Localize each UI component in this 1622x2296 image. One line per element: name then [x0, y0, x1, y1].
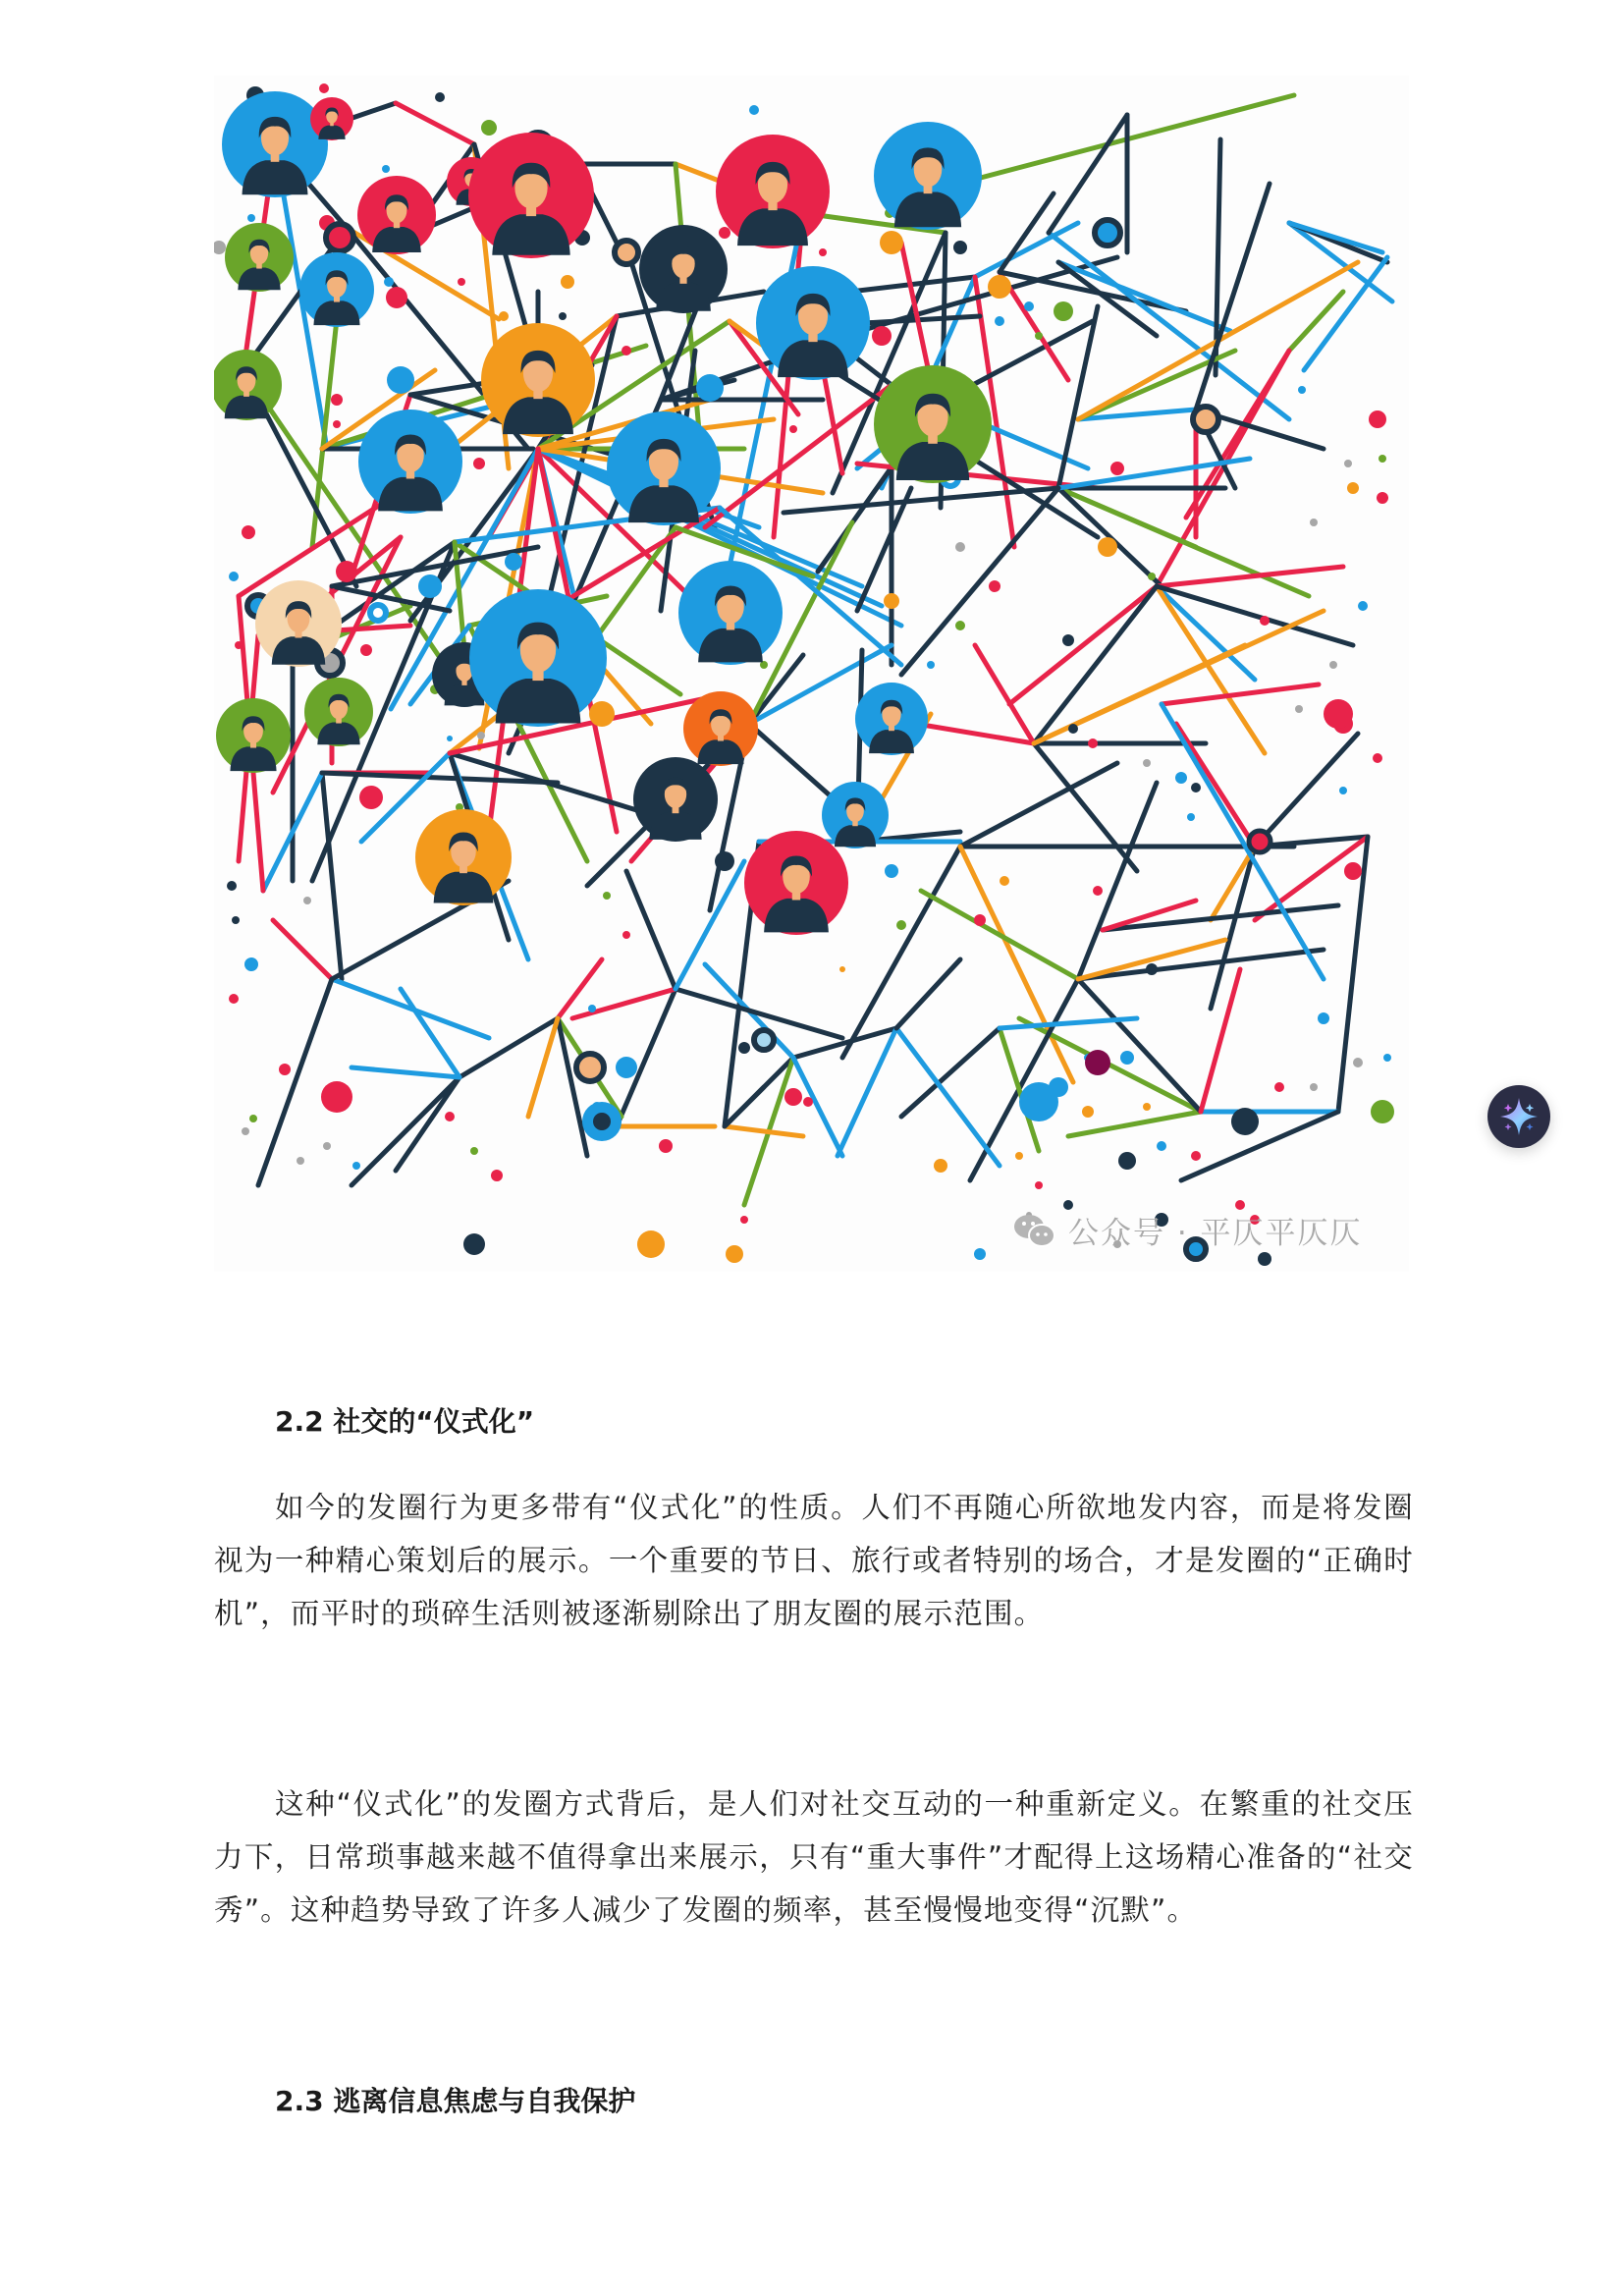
ai-assistant-button[interactable] — [1487, 1085, 1550, 1148]
network-graphic — [214, 76, 1409, 1272]
wechat-icon — [1011, 1211, 1058, 1250]
sparkle-icon — [1497, 1095, 1541, 1138]
section-heading-2-2: 2.2 社交的“仪式化” — [275, 1405, 535, 1438]
connection-lines — [239, 95, 1392, 1205]
paragraph-social-show: 这种“仪式化”的发圈方式背后，是人们对社交互动的一种重新定义。在繁重的社交压力下，日常琐事越来越不值得拿出来展示，只有“重大事件”才配得上这场精心准备的“社交秀”。这种趋势导致了许多人减少了发圈的频率，甚至慢慢地变得“沉默”。 — [214, 1787, 1414, 1927]
watermark-text: 公众号 · 平仄平仄仄 — [1068, 1216, 1363, 1251]
watermark — [1011, 1208, 1363, 1252]
section-heading-2-3: 2.3 逃离信息焦虑与自我保护 — [275, 2085, 636, 2117]
social-network-illustration — [214, 76, 1409, 1272]
paragraph-ritualization: 如今的发圈行为更多带有“仪式化”的性质。人们不再随心所欲地发内容，而是将发圈视为一种精心策划后的展示。一个重要的节日、旅行或者特别的场合，才是发圈的“正确时机”，而平时的琐碎生活则被逐渐剔除出了朋友圈的展示范围。 — [214, 1491, 1414, 1630]
